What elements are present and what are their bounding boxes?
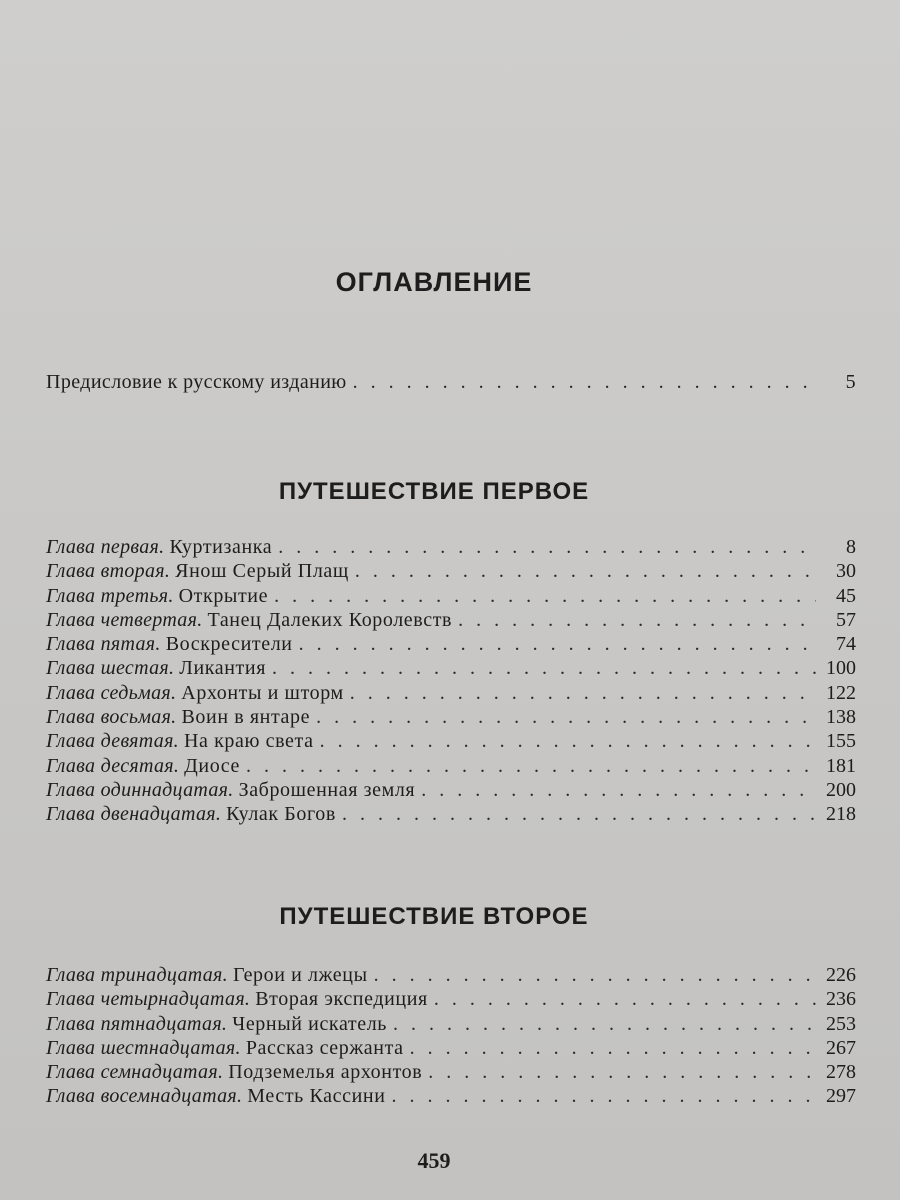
toc-row bbox=[46, 963, 856, 987]
dot-leader bbox=[434, 987, 816, 1011]
dot-leader bbox=[458, 608, 816, 632]
toc-row bbox=[46, 1084, 856, 1108]
chapter-page: 57 bbox=[836, 608, 856, 631]
chapter-page: 297 bbox=[826, 1085, 856, 1108]
toc-row bbox=[46, 681, 856, 705]
dot-leader bbox=[320, 729, 816, 753]
toc-row bbox=[46, 535, 856, 559]
chapter-title: Танец Далеких Королевств bbox=[207, 608, 453, 631]
chapter-title: Ликантия bbox=[179, 657, 267, 680]
chapter-page: 218 bbox=[826, 803, 856, 826]
chapter-page: 8 bbox=[846, 536, 856, 558]
chapter-page: 45 bbox=[836, 584, 856, 607]
chapter-page: 226 bbox=[826, 964, 856, 986]
chapter-title: Диосе bbox=[184, 754, 240, 777]
dot-leader bbox=[410, 1036, 816, 1060]
dot-leader bbox=[246, 754, 816, 778]
part-one-list bbox=[46, 535, 856, 827]
chapter-number: Глава вторая. bbox=[46, 560, 171, 583]
dot-leader bbox=[374, 963, 816, 987]
dot-leader bbox=[342, 802, 816, 826]
chapter-page: 30 bbox=[836, 560, 856, 583]
part-one-heading: ПУТЕШЕСТВИЕ ПЕРВОЕ bbox=[278, 478, 590, 505]
dot-leader bbox=[428, 1060, 816, 1084]
chapter-title: Воин в янтаре bbox=[181, 706, 311, 729]
chapter-title: Заброшенная земля bbox=[238, 778, 416, 801]
chapter-title: Вторая экспедиция bbox=[255, 988, 428, 1011]
dot-leader bbox=[274, 584, 816, 608]
chapter-title: Воскресители bbox=[165, 633, 293, 656]
chapter-page: 138 bbox=[826, 706, 856, 729]
page-title: ОГЛАВЛЕНИЕ bbox=[335, 267, 533, 297]
chapter-title: Подземелья архонтов bbox=[228, 1061, 423, 1084]
dot-leader bbox=[278, 535, 816, 559]
dot-leader bbox=[272, 656, 816, 680]
chapter-number: Глава восьмая. bbox=[46, 706, 177, 729]
toc-row bbox=[46, 1036, 856, 1060]
chapter-page: 236 bbox=[826, 988, 856, 1011]
toc-row bbox=[46, 632, 856, 656]
dot-leader bbox=[353, 370, 816, 394]
toc-row bbox=[46, 559, 856, 583]
chapter-page: 253 bbox=[826, 1012, 856, 1035]
chapter-number: Глава двенадцатая. bbox=[46, 803, 222, 826]
toc-row bbox=[46, 1060, 856, 1084]
preface-label: Предисловие к русскому изданию bbox=[46, 371, 347, 393]
dot-leader bbox=[421, 778, 816, 802]
chapter-page: 155 bbox=[826, 730, 856, 753]
chapter-number: Глава четырнадцатая. bbox=[46, 988, 251, 1011]
chapter-number: Глава восемнадцатая. bbox=[46, 1085, 243, 1108]
chapter-number: Глава семнадцатая. bbox=[46, 1061, 224, 1084]
dot-leader bbox=[316, 705, 816, 729]
chapter-number: Глава шестая. bbox=[46, 657, 175, 680]
dot-leader bbox=[393, 1012, 816, 1036]
chapter-number: Глава девятая. bbox=[46, 730, 179, 753]
chapter-number: Глава третья. bbox=[46, 584, 174, 607]
toc-row bbox=[46, 802, 856, 826]
chapter-number: Глава первая. bbox=[46, 536, 165, 558]
dot-leader bbox=[299, 632, 816, 656]
chapter-number: Глава пятнадцатая. bbox=[46, 1012, 228, 1035]
chapter-page: 74 bbox=[836, 633, 856, 656]
toc-row bbox=[46, 656, 856, 680]
dot-leader bbox=[350, 681, 816, 705]
chapter-page: 181 bbox=[826, 754, 856, 777]
toc-row bbox=[46, 729, 856, 753]
chapter-title: Куртизанка bbox=[169, 536, 273, 558]
chapter-number: Глава одиннадцатая. bbox=[46, 778, 234, 801]
part-two-heading: ПУТЕШЕСТВИЕ ВТОРОЕ bbox=[279, 903, 589, 930]
chapter-number: Глава шестнадцатая. bbox=[46, 1036, 241, 1059]
chapter-page: 122 bbox=[826, 681, 856, 704]
chapter-title: Открытие bbox=[178, 584, 269, 607]
page-number: 459 bbox=[417, 1148, 451, 1173]
chapter-title: Черный искатель bbox=[232, 1012, 388, 1035]
toc-row bbox=[46, 778, 856, 802]
part-two-list bbox=[46, 963, 856, 1109]
chapter-title: Кулак Богов bbox=[226, 803, 336, 826]
preface-page: 5 bbox=[845, 371, 856, 393]
chapter-title: На краю света bbox=[183, 730, 314, 753]
toc-row bbox=[46, 370, 856, 394]
chapter-number: Глава седьмая. bbox=[46, 681, 177, 704]
chapter-title: Герои и лжецы bbox=[232, 964, 368, 986]
chapter-page: 100 bbox=[826, 657, 856, 680]
toc-row bbox=[46, 608, 856, 632]
toc-row bbox=[46, 705, 856, 729]
toc-row bbox=[46, 987, 856, 1011]
chapter-title: Архонты и шторм bbox=[181, 681, 344, 704]
toc-row bbox=[46, 1012, 856, 1036]
chapter-number: Глава десятая. bbox=[46, 754, 180, 777]
toc-row bbox=[46, 584, 856, 608]
dot-leader bbox=[355, 559, 816, 583]
preface-entry bbox=[46, 370, 856, 394]
chapter-title: Рассказ сержанта bbox=[245, 1036, 404, 1059]
chapter-page: 267 bbox=[826, 1036, 856, 1059]
toc-row bbox=[46, 754, 856, 778]
chapter-number: Глава тринадцатая. bbox=[46, 964, 228, 986]
chapter-number: Глава пятая. bbox=[46, 633, 161, 656]
chapter-page: 200 bbox=[826, 778, 856, 801]
chapter-number: Глава четвертая. bbox=[46, 608, 203, 631]
chapter-title: Янош Серый Плащ bbox=[175, 560, 349, 583]
chapter-title: Месть Кассини bbox=[247, 1085, 386, 1108]
dot-leader bbox=[392, 1084, 816, 1108]
chapter-page: 278 bbox=[826, 1061, 856, 1084]
